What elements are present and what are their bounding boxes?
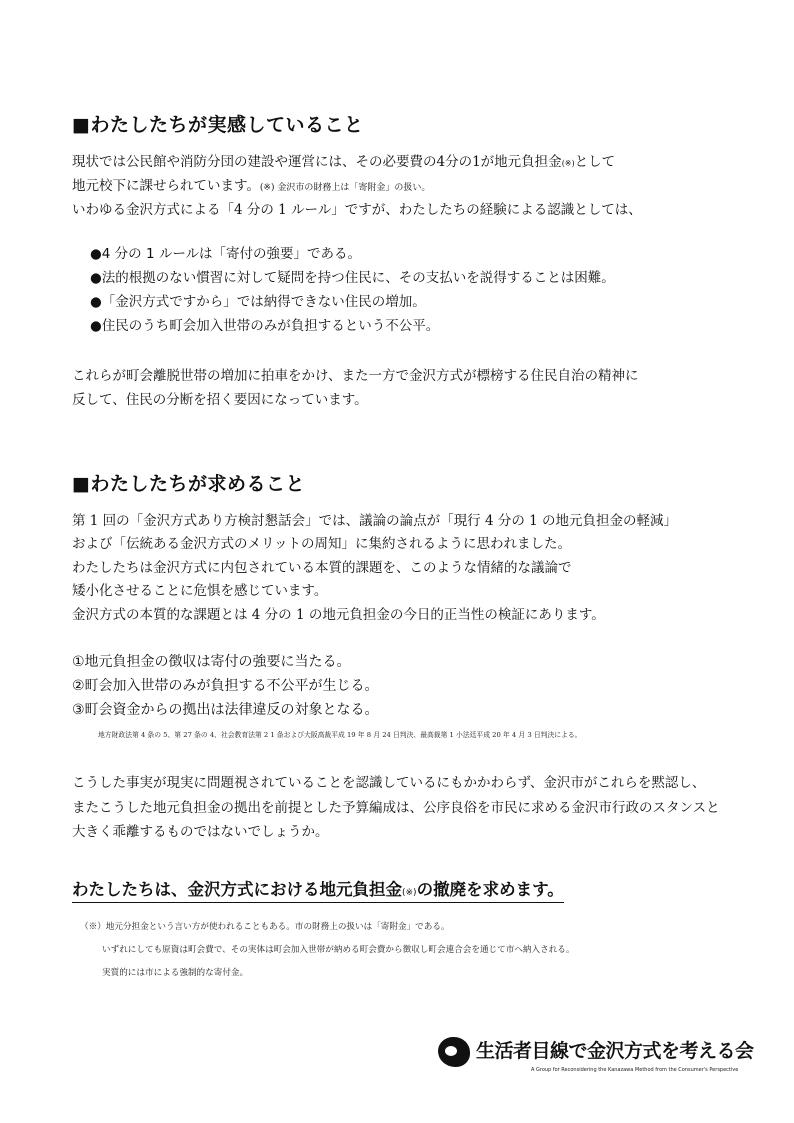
footnote-line: （※）地元分担金という言い方が使われることもある。市の財務上の扱いは「寄附金」である。 [80, 922, 450, 932]
section2-paragraph3-line: またこうした地元負担金の拠出を前提とした予算編成は、公序良俗を市民に求める金沢市行政のスタンスと [72, 800, 720, 816]
bullet-item: ●「金沢方式ですから」では納得できない住民の増加。 [90, 294, 426, 310]
bullet-item: ●4 分の 1 ルールは「寄付の強要」である。 [90, 246, 362, 262]
logo-subtitle: A Group for Reconsidering the Kanazawa Method from the Consumer's Perspective [531, 1067, 739, 1073]
section2-line: および「伝統ある金沢方式のメリットの周知」に集約されるように思われました。 [72, 536, 571, 552]
section2-line: 金沢方式の本質的な課題とは 4 分の 1 の地元負担金の今日的正当性の検証にあります。 [72, 607, 605, 623]
section1-paragraph2-line2: 反して、住民の分断を招く要因になっています。 [72, 392, 368, 408]
section2-heading: ■わたしたちが求めること [72, 473, 305, 495]
numbered-item: ①地元負担金の徴収は寄付の強要に当たる。 [72, 654, 351, 670]
section1-heading: ■わたしたちが実感していること [72, 114, 364, 136]
bullet-item: ●住民のうち町会加入世帯のみが負担するという不公平。 [90, 318, 440, 334]
section1-paragraph1-line1 [72, 150, 615, 170]
text-span: 地元校下に課せられています。 [72, 178, 260, 194]
section2-line: わたしたちは金沢方式に内包されている本質的課題を、このような情緒的な議論で [72, 560, 572, 576]
numbered-item: ③町会資金からの拠出は法律違反の対象となる。 [72, 702, 379, 718]
logo-title: 生活者目線で金沢方式を考える会 [476, 1040, 754, 1062]
note-mark: (※) [402, 888, 417, 898]
section1-paragraph1-line3: いわゆる金沢方式による「4 分の 1 ルール」ですが、わたしたちの経験による認識としては、 [72, 202, 642, 218]
text-span: 現状では公民館や消防分団の建設や運営には、その必要費の4分の1が地元負担金 [72, 154, 562, 170]
note-mark: (※) [561, 159, 575, 168]
closing-statement [72, 876, 564, 903]
logo-mark-icon [438, 1037, 470, 1067]
text-span: として [574, 154, 616, 170]
numbered-item: ②町会加入世帯のみが負担する不公平が生じる。 [72, 678, 379, 694]
bullet-item: ●法的根拠のない慣習に対して疑問を持つ住民に、その支払いを説得することは困難。 [90, 270, 615, 286]
section1-paragraph1-line2 [72, 174, 430, 194]
footnote-line: 実質的には市による強制的な寄付金。 [102, 968, 249, 978]
inline-note: (※) 金沢市の財務上は「寄附金」の扱い。 [259, 183, 431, 193]
section2-line: 矮小化させることに危惧を感じています。 [72, 583, 328, 599]
section2-line: 第 1 回の「金沢方式あり方検討懇話会」では、議論の論点が「現行 4 分の 1 の地元負担金の軽減」 [72, 513, 678, 529]
organization-logo [438, 1033, 754, 1078]
section1-paragraph2-line1: これらが町会離脱世帯の増加に拍車をかけ、また一方で金沢方式が標榜する住民自治の精神に [72, 368, 639, 384]
section2-paragraph3-line: こうした事実が現実に問題視されていることを認識しているにもかかわらず、金沢市がこれらを黙認し、 [72, 775, 706, 791]
legal-reference-note: 地方財政法第 4 条の 5、第 27 条の 4、社会教育法第 2 1 条および大阪高裁平成 19 年 8 月 24 日判決、最高裁第 1 小法廷平成 20 年 4 月 3 日判決による。 [98, 731, 582, 739]
text-span: の撤廃を求めます。 [416, 880, 564, 899]
text-span: わたしたちは、金沢方式における地元負担金 [72, 880, 402, 899]
footnote-line: いずれにしても原資は町会費で、その実体は町会加入世帯が納める町会費から徴収し町会連合会を通じて市へ納入される。 [102, 945, 575, 955]
section2-paragraph3-line: 大きく乖離するものではないでしょうか。 [72, 824, 329, 840]
